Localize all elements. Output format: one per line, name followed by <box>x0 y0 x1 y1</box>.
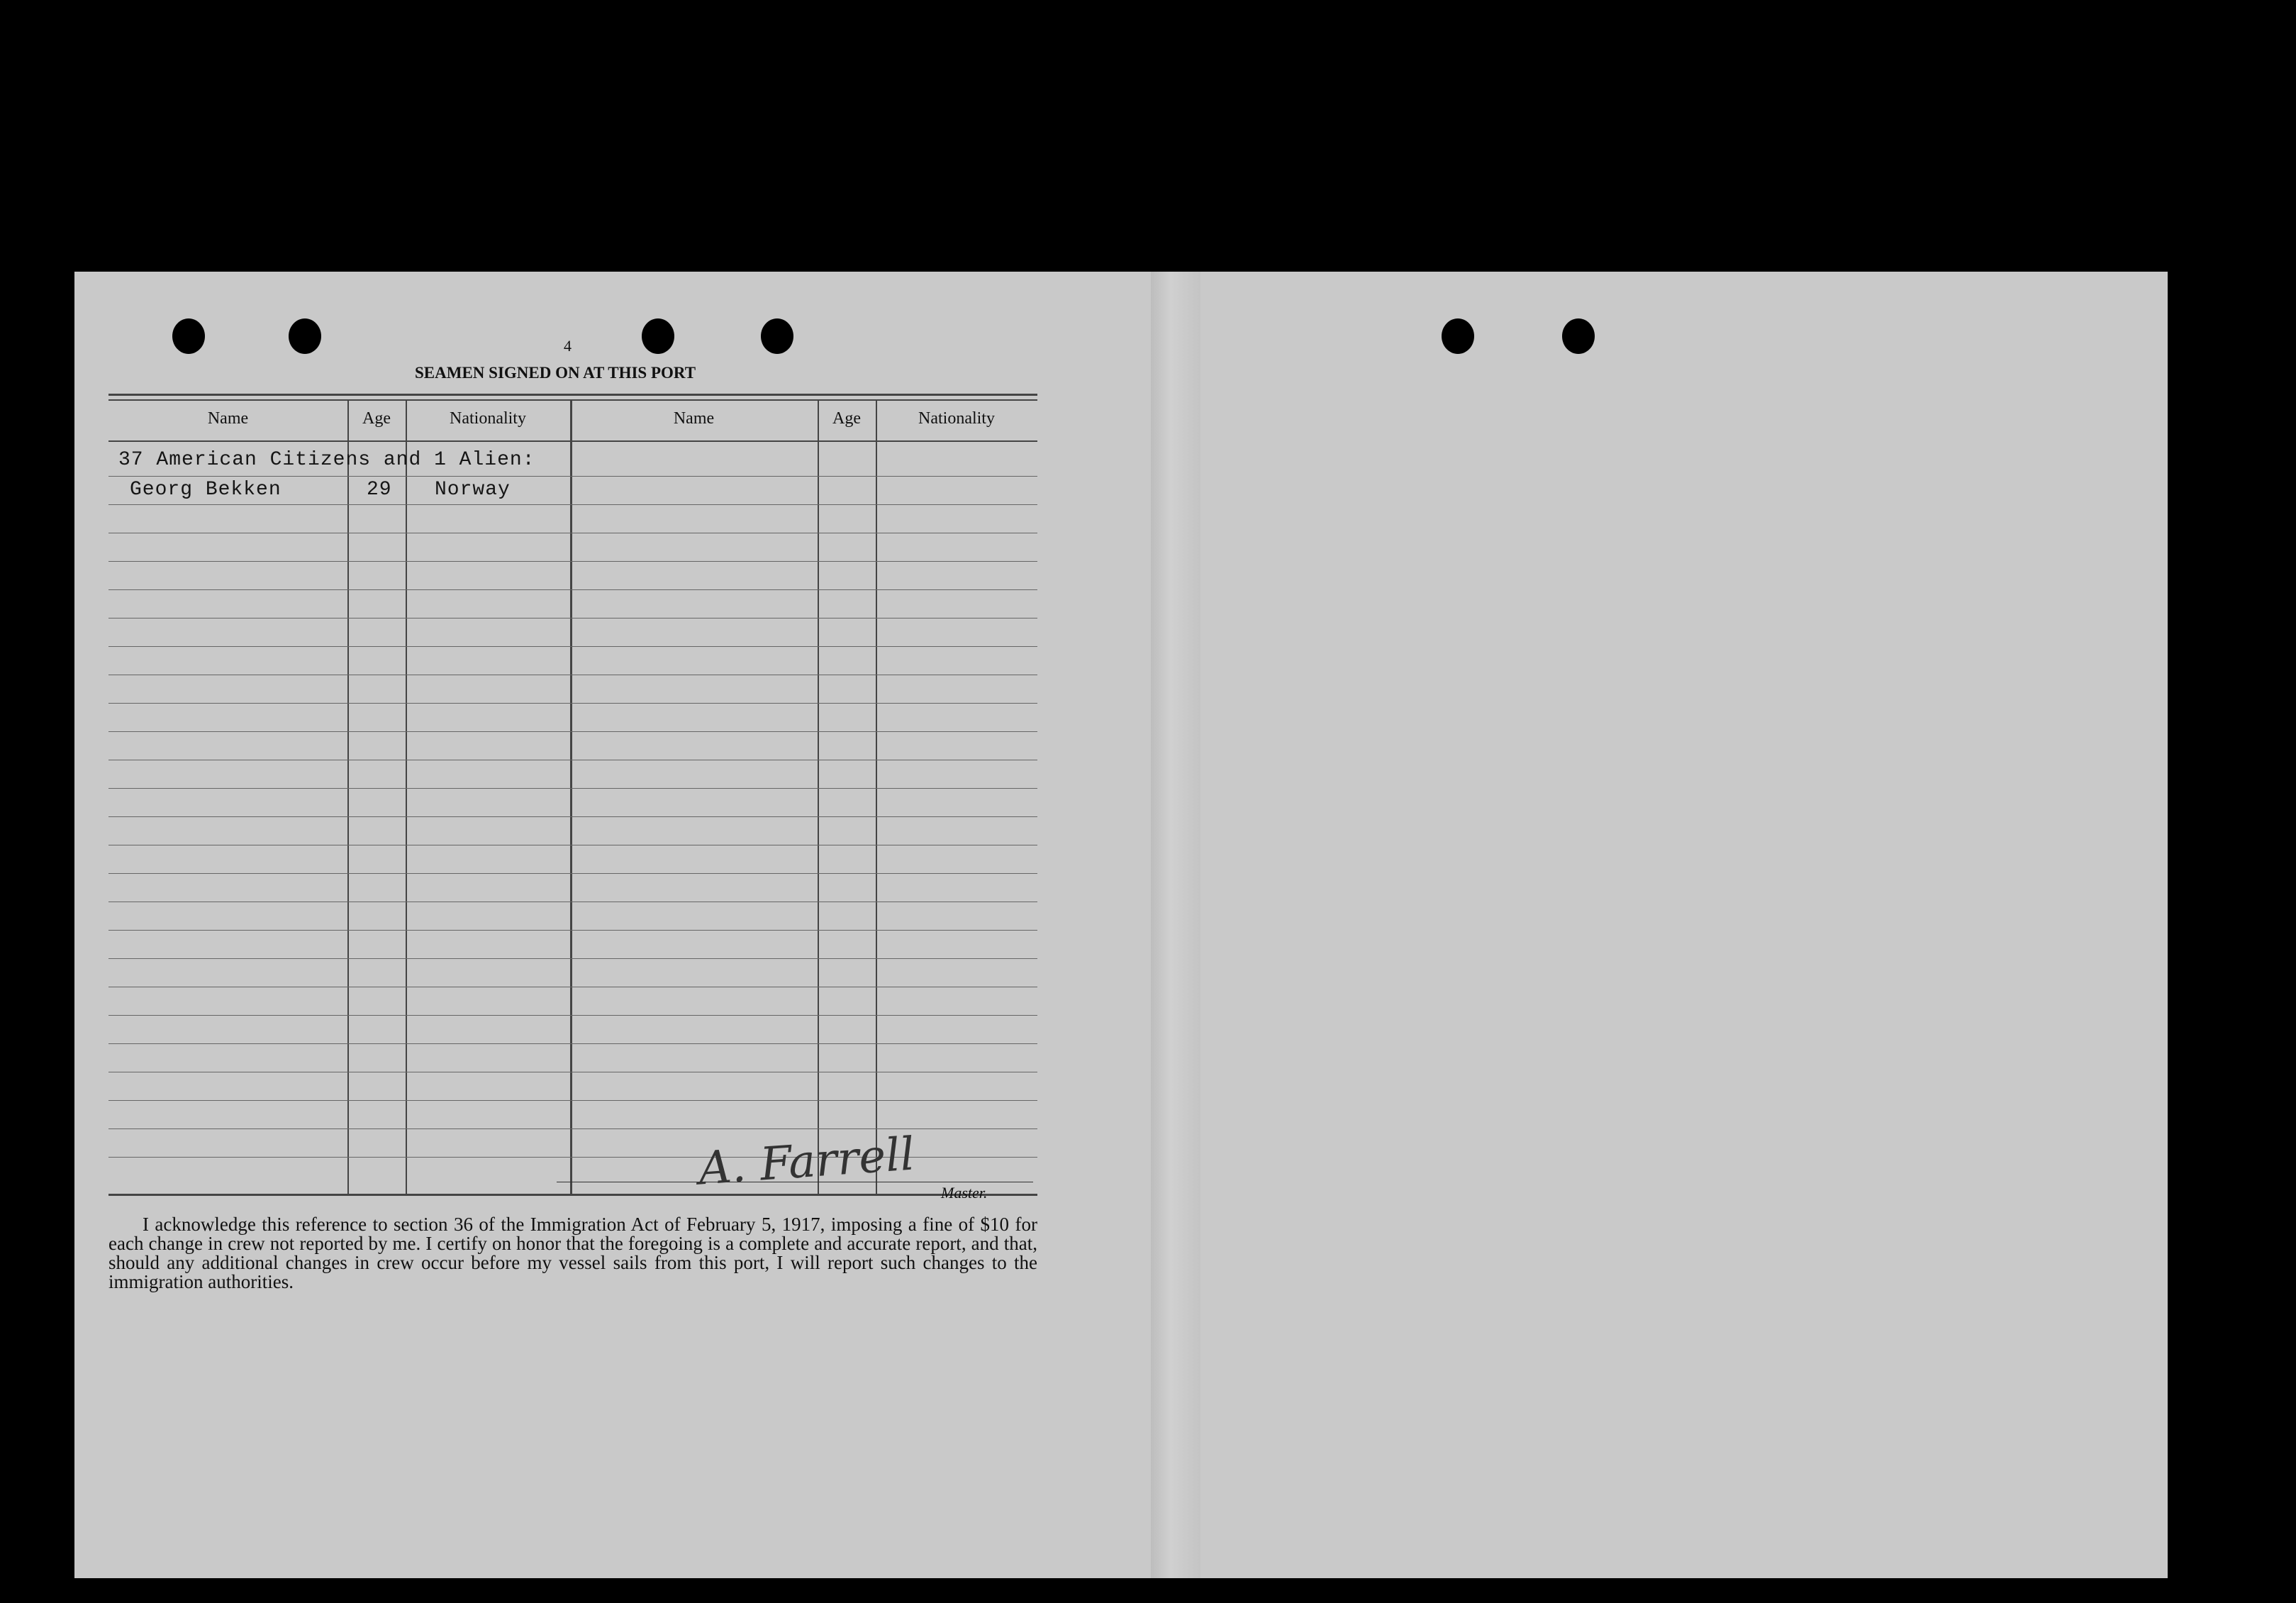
table-row-name: Georg Bekken <box>130 479 282 501</box>
col-header-nationality: Nationality <box>450 409 526 428</box>
col-divider <box>347 399 349 1194</box>
col-header-name-2: Name <box>673 409 715 428</box>
punch-hole <box>172 318 205 354</box>
table-bottom-rule <box>108 1194 1037 1196</box>
punch-hole <box>289 318 321 354</box>
row-rule <box>108 930 1037 931</box>
col-divider <box>570 399 572 1194</box>
row-rule <box>108 1100 1037 1101</box>
table-row-age: 29 <box>367 479 392 501</box>
page-number: 4 <box>564 337 572 355</box>
row-rule <box>108 618 1037 619</box>
document-page <box>74 272 2168 1578</box>
col-divider <box>876 399 877 1194</box>
row-rule <box>108 476 1037 477</box>
left-title: SEAMEN SIGNED ON AT THIS PORT <box>415 364 696 382</box>
row-rule <box>108 589 1037 590</box>
table-row-summary: 37 American Citizens and 1 Alien: <box>118 449 535 471</box>
punch-hole <box>761 318 793 354</box>
row-rule <box>108 504 1037 505</box>
table-top-rule <box>108 394 1037 396</box>
col-divider <box>818 399 819 1194</box>
row-rule <box>108 561 1037 562</box>
page-gutter <box>1151 272 1200 1578</box>
row-rule <box>108 788 1037 789</box>
table-header-rule <box>108 440 1037 442</box>
row-rule <box>108 958 1037 959</box>
row-rule <box>108 1043 1037 1044</box>
punch-hole <box>1442 318 1474 354</box>
punch-hole <box>642 318 674 354</box>
col-header-name: Name <box>207 409 249 428</box>
row-rule <box>108 873 1037 874</box>
master-label: Master. <box>941 1184 988 1202</box>
table-row-nationality: Norway <box>435 479 511 501</box>
col-divider <box>406 399 407 1194</box>
col-header-age-2: Age <box>832 409 861 428</box>
row-rule <box>108 1015 1037 1016</box>
master-signature: A. Farrell <box>696 1128 917 1196</box>
col-header-nationality-2: Nationality <box>918 409 995 428</box>
row-rule <box>108 646 1037 647</box>
row-rule <box>108 703 1037 704</box>
col-header-age: Age <box>362 409 391 428</box>
row-rule <box>108 731 1037 732</box>
row-rule <box>108 816 1037 817</box>
table-top-rule <box>108 399 1037 401</box>
acknowledgment-text: I acknowledge this reference to section 36 of the Immigration Act of February 5, 1917, imposing a fine of $10 for each change in crew not reported by me. I certify on honor that the foregoing is a complete and accurate report, and that, should any additional changes in crew occur before my vessel sails from this port, I will report such changes to the immigration authorities. <box>108 1214 1037 1292</box>
punch-hole <box>1562 318 1595 354</box>
